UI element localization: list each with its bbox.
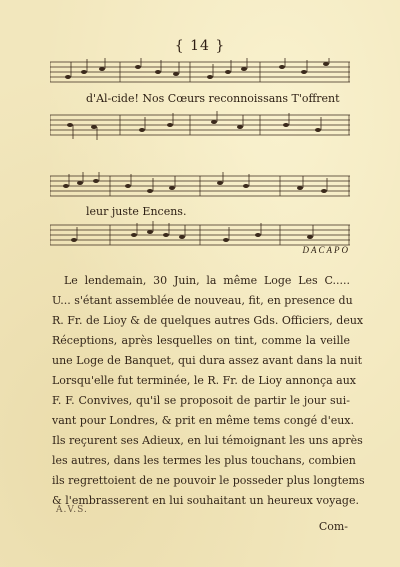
- text-line: Ils reçurent ses Adieux, en lui témoignant les uns après: [52, 434, 363, 447]
- text-line: ils regrettoient de ne pouvoir le posseder plus longtems: [52, 474, 365, 487]
- text-line: U... s'étant assemblée de nouveau, fit, en presence du: [52, 294, 353, 307]
- da-capo-marking: DACAPO: [302, 245, 350, 255]
- text-line: les autres, dans les termes les plus touchans, combien: [52, 454, 356, 467]
- text-line: une Loge de Banquet, qui dura assez avant dans la nuit: [52, 354, 363, 367]
- text-line: Réceptions, après lesquelles on tint, comme la veille: [52, 334, 350, 347]
- text-line: F. F. Convives, qu'il se proposoit de partir le jour sui-: [52, 394, 350, 407]
- text-line: R. Fr. de Lioy & de quelques autres Gds. Officiers, deux: [52, 314, 364, 327]
- lyric-line-2: leur juste Encens.: [86, 205, 187, 218]
- text-line: & l'embrasserent en lui souhaitant un heureux voyage.: [52, 494, 359, 507]
- catchword: Com-: [318, 520, 348, 533]
- music-staff-lower-1: [50, 111, 350, 139]
- text-line: Le lendemain, 30 Juin, la même Loge Les C.....: [64, 274, 350, 287]
- handwritten-signature: A.V.S.: [56, 505, 88, 515]
- page-number: { 14 }: [174, 38, 226, 54]
- music-staff-upper-2: [50, 172, 350, 200]
- body-text: [52, 271, 365, 511]
- text-line: Lorsqu'elle fut terminée, le R. Fr. de Lioy annonça aux: [52, 374, 357, 387]
- music-staff-upper-1: [50, 58, 350, 86]
- text-line: vant pour Londres, & prit en même tems congé d'eux.: [52, 414, 355, 427]
- lyric-line-1: d'Al-cide! Nos Cœurs reconnoissans T'offrent: [86, 92, 340, 105]
